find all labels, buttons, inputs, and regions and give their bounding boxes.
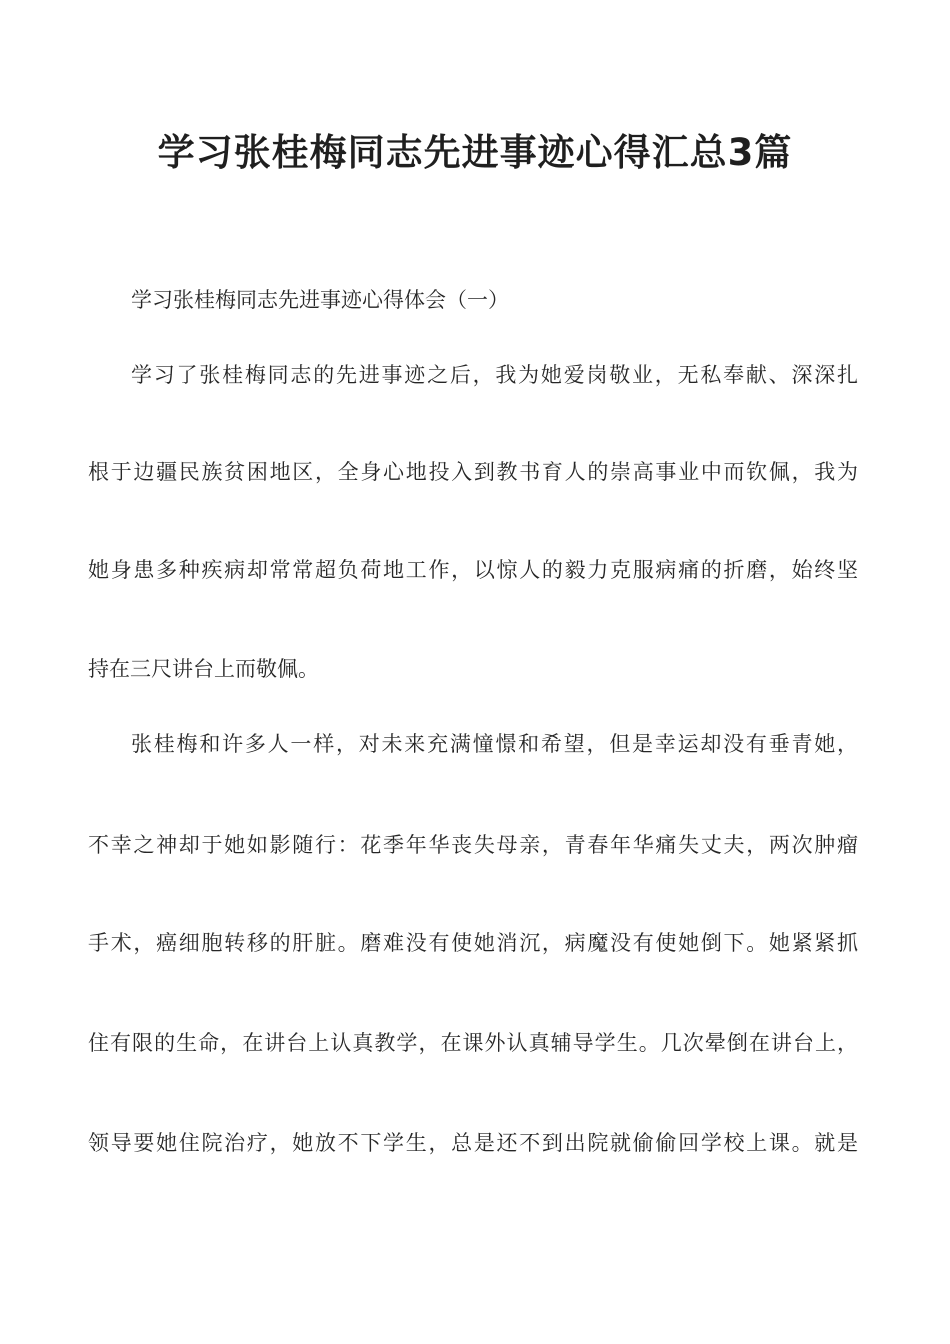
section-heading: 学习张桂梅同志先进事迹心得体会（一） [131, 288, 509, 312]
paragraph-1-line-3: 她身患多种疾病却常常超负荷地工作，以惊人的毅力克服病痛的折磨，始终坚 [88, 558, 858, 582]
paragraph-1-line-4: 持在三尺讲台上而敬佩。 [88, 657, 319, 681]
paragraph-2-line-4: 住有限的生命，在讲台上认真教学，在课外认真辅导学生。几次晕倒在讲台上， [88, 1031, 858, 1055]
paragraph-1-line-2: 根于边疆民族贫困地区，全身心地投入到教书育人的崇高事业中而钦佩，我为 [88, 460, 858, 484]
paragraph-2-line-5: 领导要她住院治疗，她放不下学生，总是还不到出院就偷偷回学校上课。就是 [88, 1131, 858, 1155]
document-title: 学习张桂梅同志先进事迹心得汇总3篇 [157, 131, 793, 174]
paragraph-1-line-1: 学习了张桂梅同志的先进事迹之后，我为她爱岗敬业，无私奉献、深深扎 [131, 363, 858, 387]
paragraph-2-line-2: 不幸之神却于她如影随行：花季年华丧失母亲，青春年华痛失丈夫，两次肿瘤 [88, 833, 858, 857]
paragraph-2-line-3: 手术，癌细胞转移的肝脏。磨难没有使她消沉，病魔没有使她倒下。她紧紧抓 [88, 931, 858, 955]
paragraph-2-line-1: 张桂梅和许多人一样，对未来充满憧憬和希望，但是幸运却没有垂青她， [131, 732, 858, 756]
